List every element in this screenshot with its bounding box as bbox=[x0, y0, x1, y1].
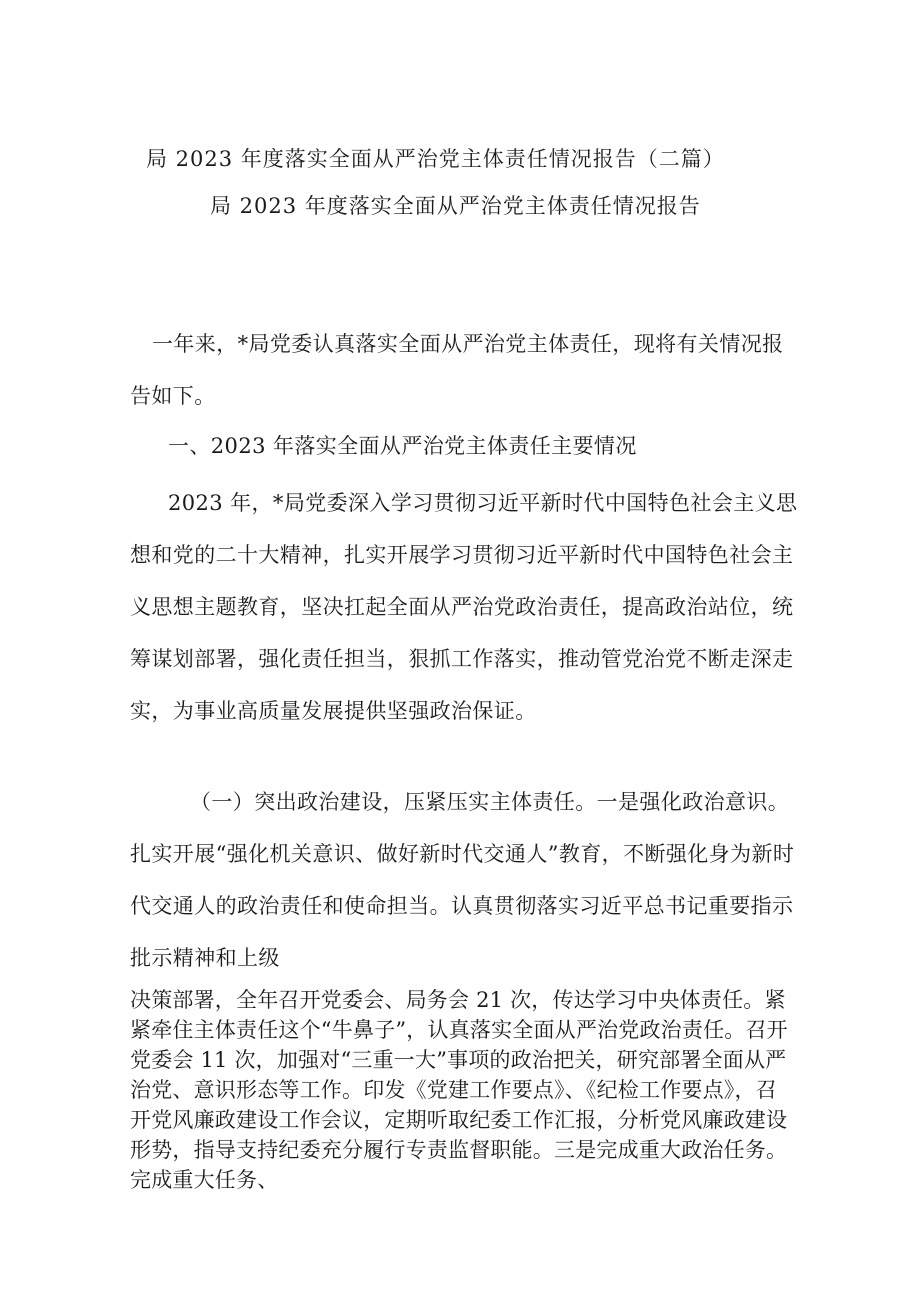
section-heading-1: 一、2023 年落实全面从严治党主体责任主要情况 bbox=[168, 434, 637, 458]
document-title: 局 2023 年度落实全面从严治党主体责任情况报告（二篇） bbox=[146, 147, 725, 171]
overview-paragraph: 2023 年，*局党委深入学习贯彻习近平新时代中国特色社会主义思想和党的二十大精神，扎实开展学习贯彻习近平新时代中国特色社会主义思想主题教育，坚决扛起全面从严治党政治责任，提高政治站位，统筹谋划部署，强化责任担当，狠抓工作落实，推动管党治党不断走深走实，为事业高质量发展提供坚强政治保证。 bbox=[130, 491, 798, 723]
report-subtitle: 局 2023 年度落实全面从严治党主体责任情况报告 bbox=[210, 194, 701, 218]
political-construction-paragraph: （一）突出政治建设，压紧压实主体责任。一是强化政治意识。扎实开展“强化机关意识、做好新时代交通人”教育，不断强化身为新时代交通人的政治责任和使命担当。认真贯彻落实习近平总书记重要指示批示精神和上级 bbox=[130, 790, 795, 970]
intro-paragraph: 一年来，*局党委认真落实全面从严治党主体责任，现将有关情况报告如下。 bbox=[130, 332, 784, 408]
continuation-paragraph: 决策部署，全年召开党委会、局务会 21 次，传达学习中央体责任。紧紧牵住主体责任这个“牛鼻子”，认真落实全面从严治党政治责任。召开党委会 11 次，加强对“三重一大”事项的政治把关，研究部署全面从严治党、意识形态等工作。印发《党建工作要点》、《纪检工作要点》，召开党风廉政建设工作会议，定期听取纪委工作汇报，分析党风廉政建设形势，指导支持纪委充分履行专责监督职能。三是完成重大政治任务。完成重大任务、 bbox=[130, 988, 788, 1192]
